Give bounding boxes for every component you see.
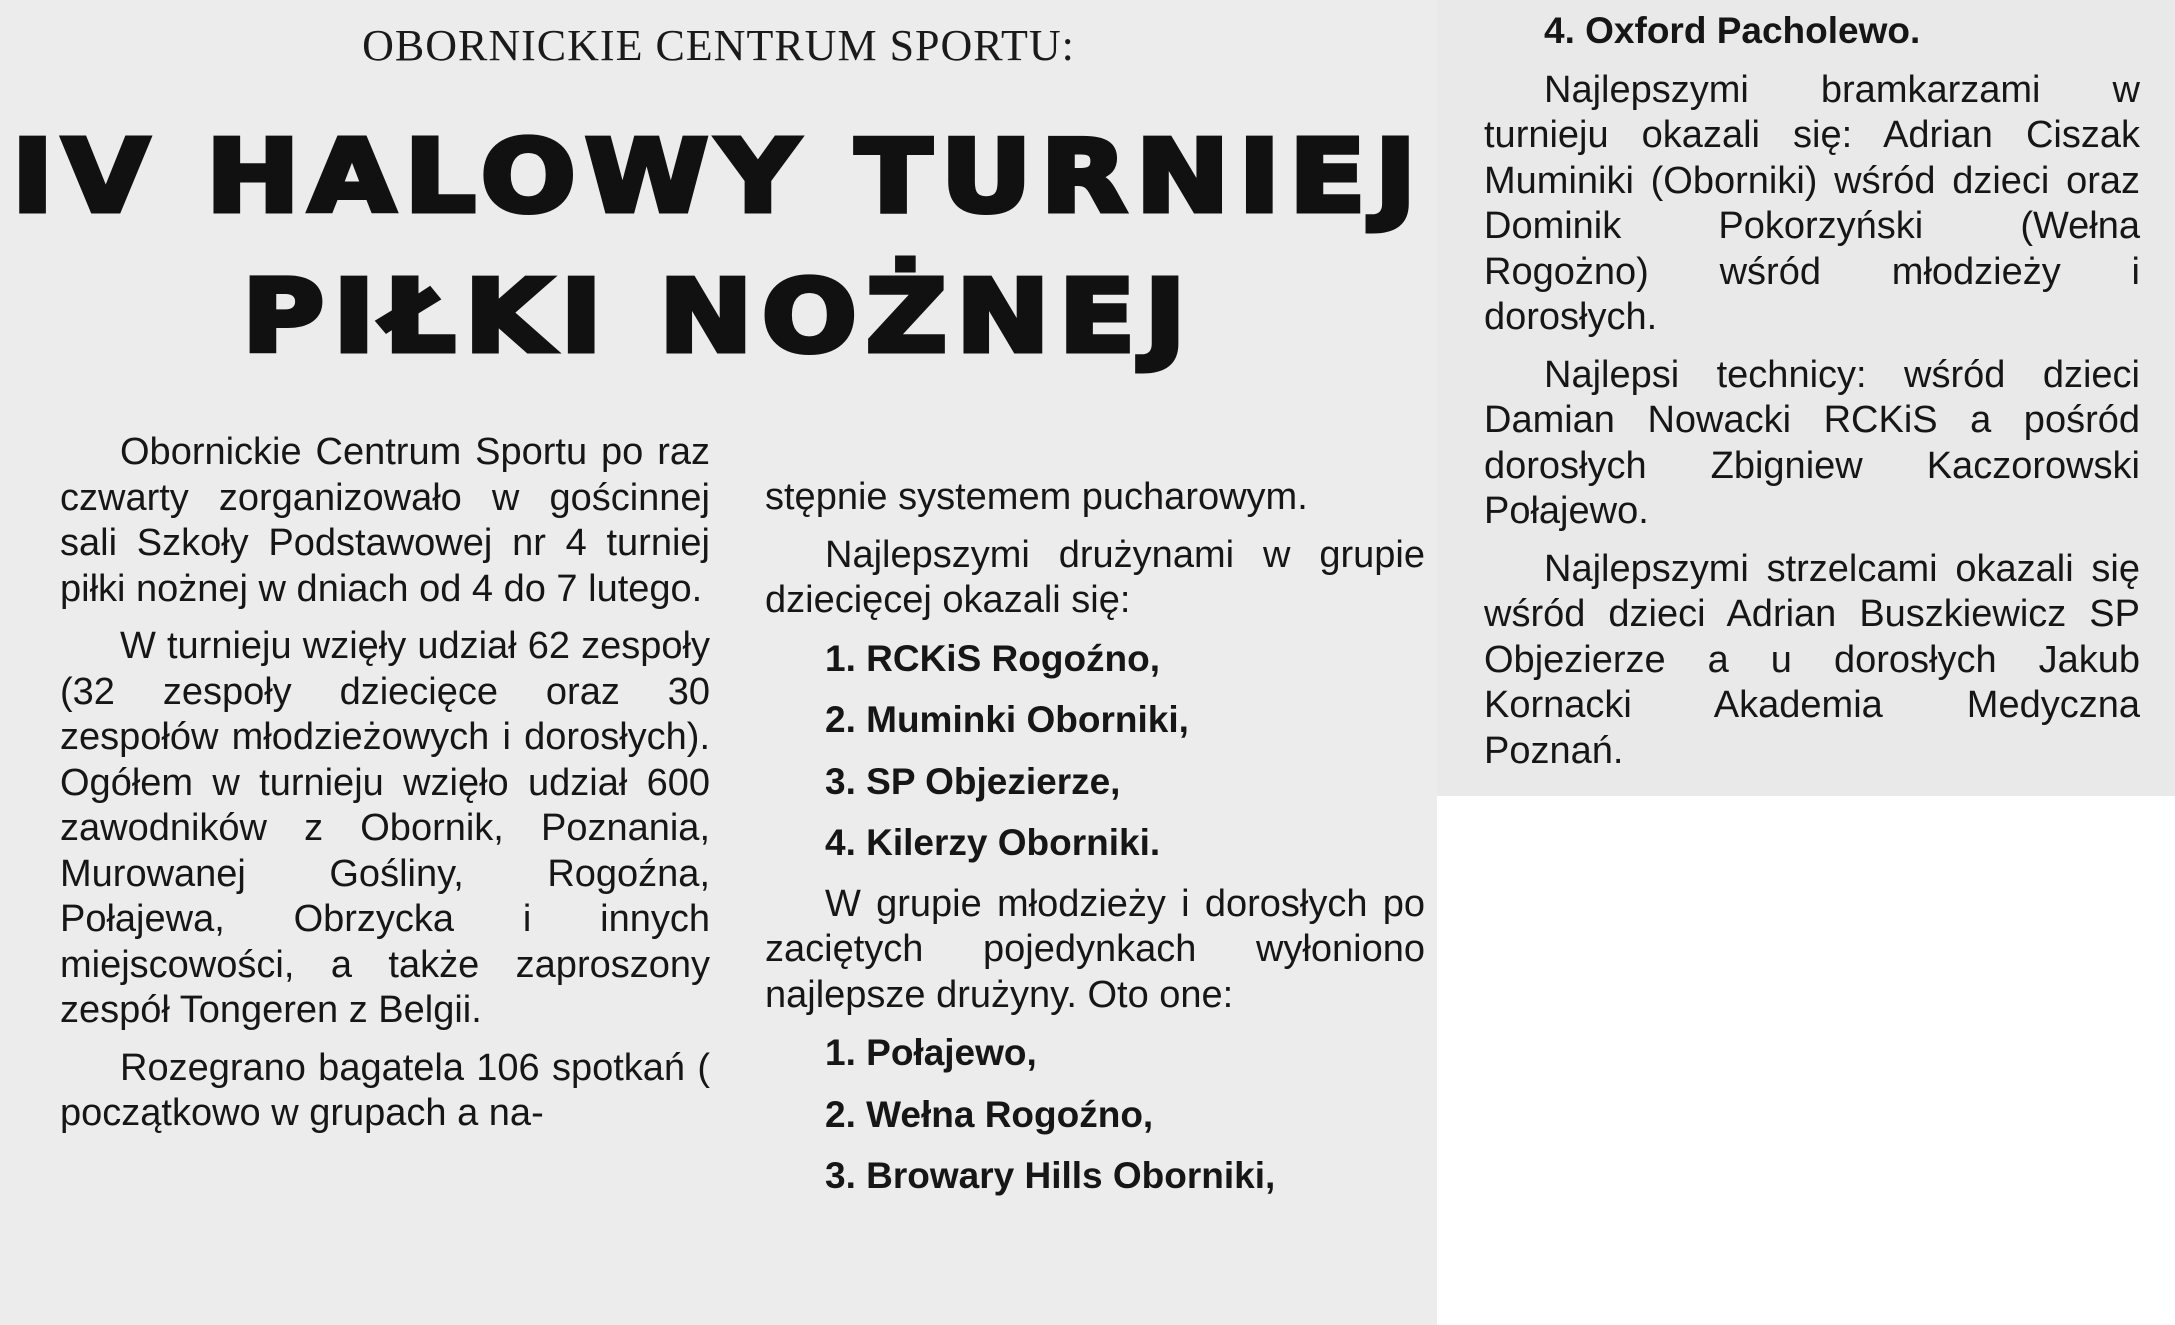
paragraph-scorers: Najlepszymi strzelcami okazali się wśród dzieci Adrian Buszkiewicz SP Objezierze a u dorosłych Jakub Kornacki Akademia Medyczna Poznań. [1484, 547, 2140, 772]
paragraph-children-intro: Najlepszymi drużynami w grupie dziecięcej okazali się: [765, 533, 1425, 621]
article-column-3 [1484, 8, 2140, 786]
article-headline-line1: IV HALOWY TURNIEJ [11, 118, 1426, 235]
paragraph-goalkeepers: Najlepszymi bramkarzami w turnieju okazali się: Adrian Ciszak Muminiki (Oborniki) wśród dzieci oraz Dominik Pokorzyński (Wełna Rogożno) wśród młodzieży i dorosłych. [1484, 68, 2140, 338]
article-headline-line2: PIŁKI NOŻNEJ [242, 258, 1195, 375]
list-item: 4. Oxford Pacholewo. [1544, 10, 1921, 51]
paragraph-technicians: Najlepsi technicy: wśród dzieci Damian Nowacki RCKiS a pośród dorosłych Zbigniew Kaczorowski Połajewo. [1484, 353, 2140, 532]
paragraph-matches: Rozegrano bagatela 106 spotkań ( początkowo w grupach a na- [60, 1046, 710, 1134]
article-column-2 [765, 475, 1425, 1215]
list-item: 1. RCKiS Rogoźno, [825, 637, 1161, 679]
list-item: 4. Kilerzy Oborniki. [825, 822, 1161, 863]
article-column-1 [60, 430, 710, 1149]
list-item: 3. SP Objezierze, [825, 760, 1121, 802]
paragraph-participants: W turnieju wzięły udział 62 zespoły (32 zespoły dziecięce oraz 30 zespołów młodzieżowych i dorosłych). Ogółem w turnieju wzięło udział 600 zawodników z Obornik, Poznania, Murowanej Gośliny, Rogoźna, Połajewa, Obrzycka i innych miejscowości, a także zaproszony zespół Tongeren z Belgii. [60, 625, 710, 1031]
paragraph-continuation: stępnie systemem pucharowym. [765, 476, 1308, 518]
paragraph-intro: Obornickie Centrum Sportu po raz czwarty zorganizowało w gościnnej sali Szkoły Podstawowej nr 4 turniej piłki nożnej w dniach od 4 do 7 lutego. [60, 431, 710, 610]
adults-ranking-list [765, 1030, 1425, 1199]
article-kicker: OBORNICKIE CENTRUM SPORTU: [362, 21, 1075, 70]
children-ranking-list [765, 636, 1425, 866]
list-item: 1. Połajewo, [825, 1032, 1037, 1073]
adults-ranking-list-continued [1484, 8, 2140, 54]
list-item: 3. Browary Hills Oborniki, [825, 1155, 1276, 1196]
list-item: 2. Wełna Rogoźno, [825, 1093, 1154, 1135]
list-item: 2. Muminki Oborniki, [825, 699, 1189, 740]
paragraph-adults-intro: W grupie młodzieży i dorosłych po zaciętych pojedynkach wyłoniono najlepsze drużyny. Oto one: [765, 882, 1425, 1016]
